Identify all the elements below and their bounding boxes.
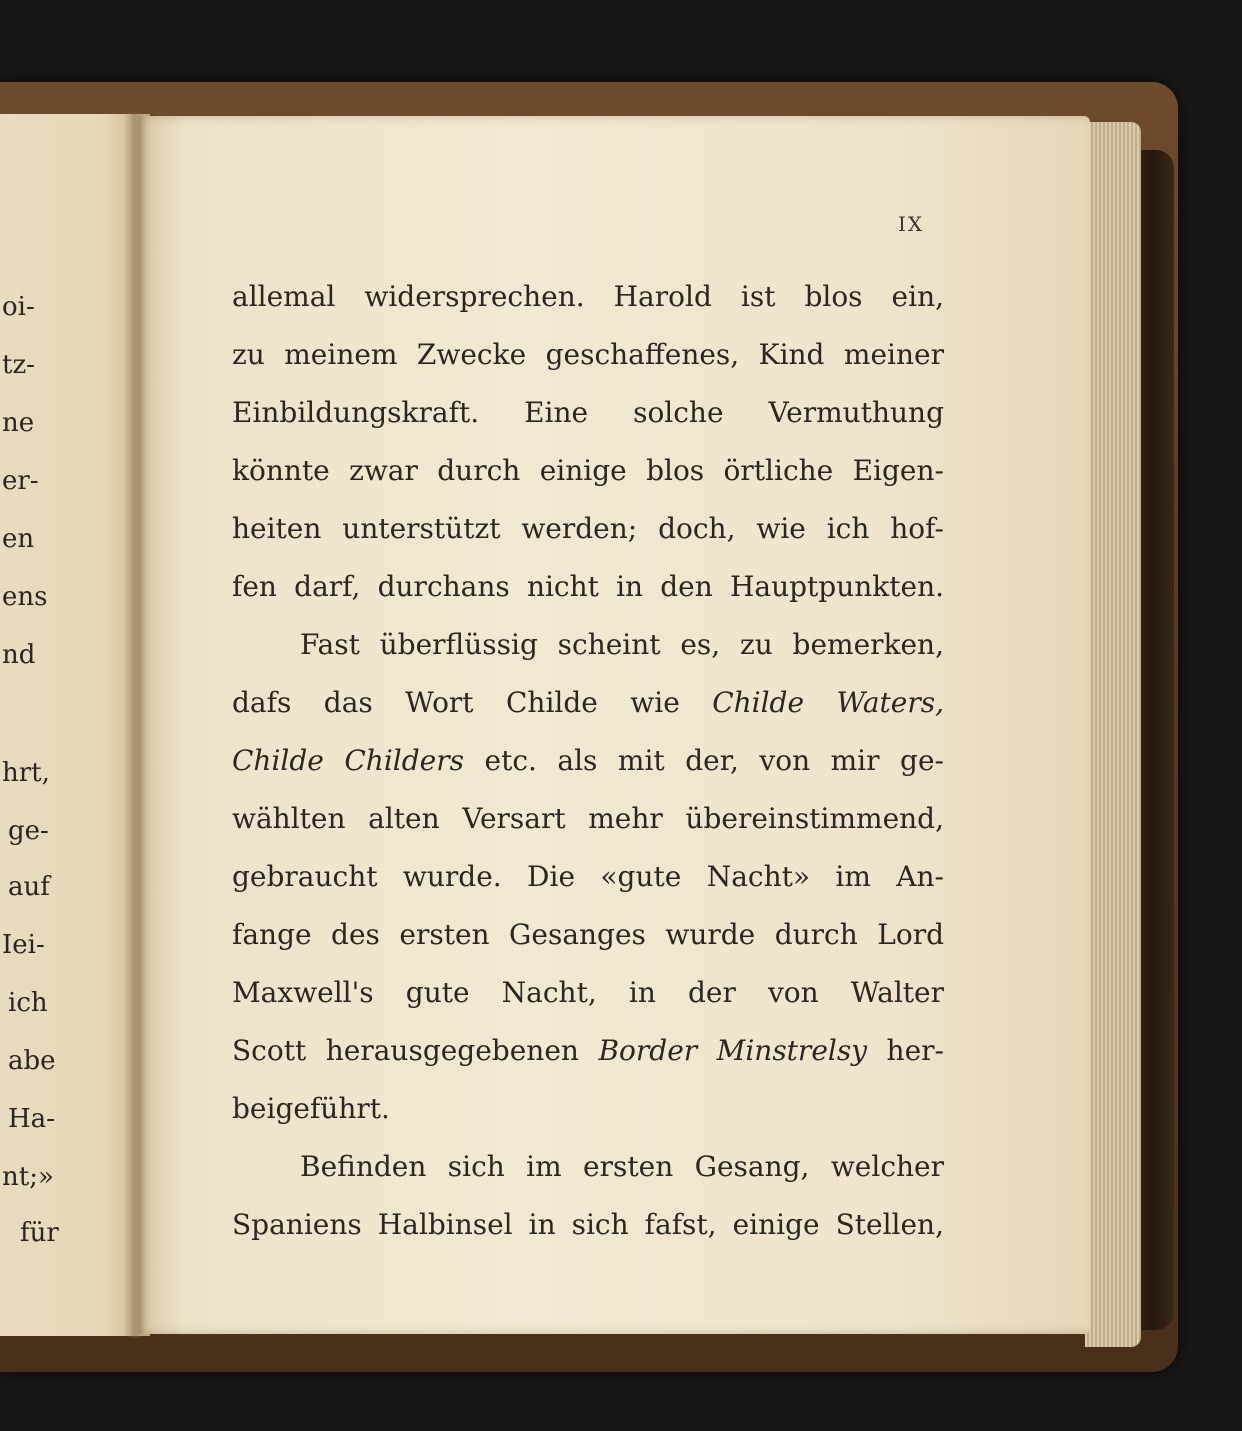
left-fragment: Ha- (8, 1104, 55, 1134)
text-line: allemal widersprechen. Harold ist blos ein, (232, 280, 944, 313)
page-stack (1085, 122, 1141, 1347)
left-fragment: ge- (8, 816, 49, 846)
left-fragment: ne (2, 408, 35, 438)
left-fragment: ens (2, 582, 48, 612)
italic-title: Childe Childers (232, 744, 464, 777)
left-fragment: abe (8, 1046, 56, 1076)
left-fragment: hrt, (2, 758, 50, 788)
text-line: dafs das Wort Childe wie Childe Waters, (232, 686, 944, 719)
text-line: Childe Childers etc. als mit der, von mir ge- (232, 744, 944, 777)
text-line: Befinden sich im ersten Gesang, welcher (300, 1150, 944, 1183)
left-fragment: oi- (2, 292, 35, 322)
text-line: heiten unterstützt werden; doch, wie ich hof- (232, 512, 944, 545)
page-text (232, 268, 944, 1254)
text-line: beigeführt. (232, 1092, 390, 1125)
text-line: fange des ersten Gesanges wurde durch Lord (232, 918, 944, 951)
text-line: Maxwell's gute Nacht, in der von Walter (232, 976, 944, 1009)
left-fragment: nt;» (2, 1162, 54, 1192)
text-line: Fast überflüssig scheint es, zu bemerken, (300, 628, 944, 661)
italic-title: Childe Waters, (712, 686, 944, 719)
book-gutter (124, 112, 146, 1338)
text-line: zu meinem Zwecke geschaffenes, Kind meiner (232, 338, 944, 371)
left-fragment: ich (8, 988, 48, 1018)
left-fragment: für (20, 1218, 59, 1248)
left-fragment: en (2, 524, 35, 554)
text-line: Spaniens Halbinsel in sich fafst, einige Stellen, (232, 1208, 944, 1241)
left-fragment: Iei- (2, 930, 45, 960)
italic-title: Border Minstrelsy (598, 1034, 868, 1067)
page-number: IX (898, 212, 925, 236)
text-line: wählten alten Versart mehr übereinstimmend, (232, 802, 944, 835)
left-fragment: nd (2, 640, 36, 670)
text-line: gebraucht wurde. Die «gute Nacht» im An- (232, 860, 944, 893)
text-line: Einbildungskraft. Eine solche Vermuthung (232, 396, 944, 429)
text-line: könnte zwar durch einige blos örtliche Eigen- (232, 454, 944, 487)
left-fragment: auf (8, 872, 50, 902)
left-fragment: er- (2, 466, 39, 496)
text-line: fen darf, durchans nicht in den Hauptpunkten. (232, 570, 944, 603)
text-line: Scott herausgegebenen Border Minstrelsy her- (232, 1034, 944, 1067)
left-fragment: tz- (2, 350, 35, 380)
